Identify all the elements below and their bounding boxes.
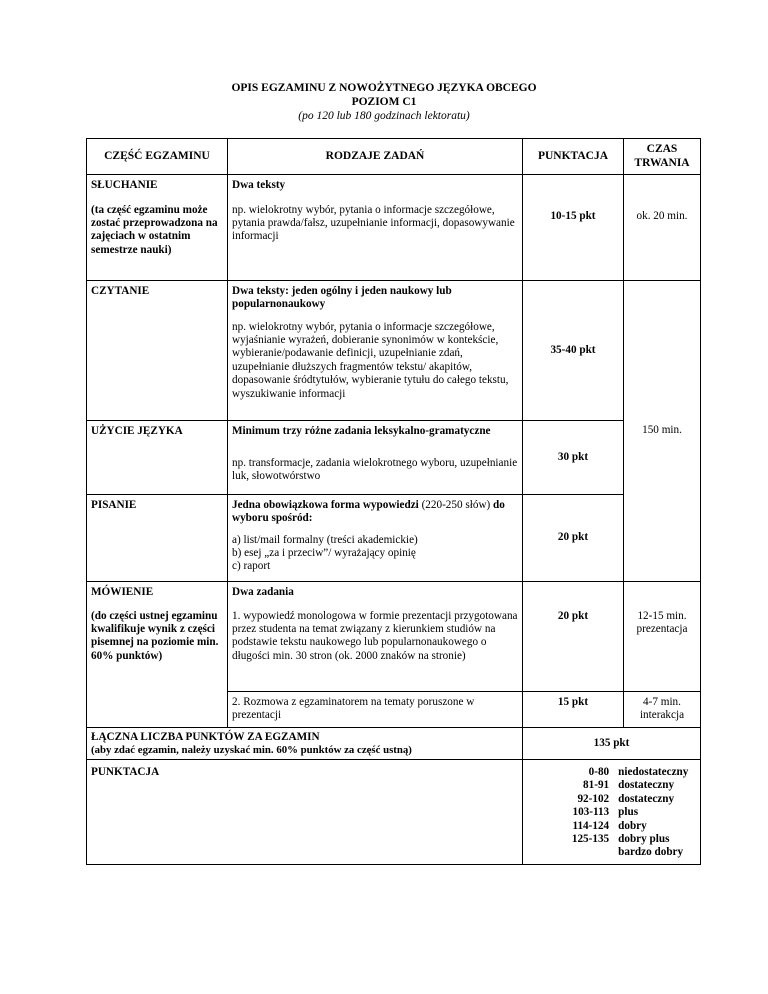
col-header-points: PUNKTACJA bbox=[523, 139, 624, 175]
points-czytanie: 35-40 pkt bbox=[523, 281, 624, 421]
section-desc-sluchanie: np. wielokrotny wybór, pytania o informacje szczegółowe, pytania prawda/fałsz, uzupełnianie informacji, dopasowywanie informacji bbox=[228, 204, 523, 281]
table-header-row bbox=[87, 139, 701, 175]
col-header-tasks: RODZAJE ZADAŃ bbox=[228, 139, 523, 175]
grading-ranges: 0-80 81-91 92-102 103-113 114-124 125-135 bbox=[571, 766, 610, 846]
section-note-sluchanie: (ta część egzaminu może zostać przeprowadzona na zajęciach w ostatnim semestrze nauki) bbox=[87, 204, 228, 281]
grading-grades: niedostateczny dostateczny dostateczny plus dobry dobry plus bardzo dobry bbox=[618, 766, 689, 859]
total-value: 135 pkt bbox=[523, 728, 701, 760]
col-header-time: CZAS TRWANIA bbox=[624, 139, 701, 175]
mowienie-task-2: 2. Rozmowa z egzaminatorem na tematy poruszone w prezentacji bbox=[228, 692, 523, 728]
table-row bbox=[87, 421, 701, 457]
points-mowienie-2: 15 pkt bbox=[523, 692, 624, 728]
section-heading-pisanie: Jedna obowiązkowa forma wypowiedzi (220-250 słów) do wyboru spośród: bbox=[228, 495, 523, 534]
table-row bbox=[87, 582, 701, 610]
table-row bbox=[87, 495, 701, 534]
time-sluchanie: ok. 20 min. bbox=[624, 204, 701, 281]
section-desc-czytanie: np. wielokrotny wybór, pytania o informacje szczegółowe, wyjaśnianie wyrażeń, dobieranie synonimów w kontekście, wybieranie/podawanie definicji, uzupełnianie zdań, uzupełnianie dłuższych fragmentów tekstu/ akapitów, dopasowanie śródtytułów, wybieranie tytułu do całego tekstu, wyszukiwanie informacji bbox=[228, 319, 523, 421]
points-pisanie: 20 pkt bbox=[523, 495, 624, 582]
document-title: OPIS EGZAMINU Z NOWOŻYTNEGO JĘZYKA OBCEGO bbox=[231, 82, 537, 94]
section-name-uzycie: UŻYCIE JĘZYKA bbox=[87, 421, 228, 495]
section-heading-uzycie: Minimum trzy różne zadania leksykalno-gramatyczne bbox=[228, 421, 523, 457]
table-row bbox=[87, 204, 701, 281]
section-name-czytanie: CZYTANIE bbox=[87, 281, 228, 421]
pisanie-options bbox=[228, 534, 523, 582]
col-header-part: CZĘŚĆ EGZAMINU bbox=[87, 139, 228, 175]
points-sluchanie: 10-15 pkt bbox=[523, 204, 624, 281]
total-row bbox=[87, 728, 701, 760]
list-item: a) list/mail formalny (treści akademickie) bbox=[232, 533, 418, 546]
total-label-cell bbox=[87, 728, 523, 760]
points-uzycie: 30 pkt bbox=[523, 421, 624, 495]
document-subtitle: (po 120 lub 180 godzinach lektoratu) bbox=[298, 110, 470, 122]
grading-label: PUNKTACJA bbox=[87, 760, 523, 865]
list-item: c) raport bbox=[232, 560, 271, 573]
section-name-pisanie: PISANIE bbox=[87, 495, 228, 534]
section-heading-sluchanie: Dwa teksty bbox=[228, 175, 523, 204]
time-mowienie-2: 4-7 min. interakcja bbox=[624, 692, 701, 728]
section-name-sluchanie: SŁUCHANIE bbox=[87, 175, 228, 204]
mowienie-task-1: 1. wypowiedź monologowa w formie prezentacji przygotowana przez studenta na temat związany z kierunkiem studiów na podstawie tekstu naukowego lub popularnonaukowego o długości min. 30 stron (ok. 2000 znaków na stronie) bbox=[228, 610, 523, 692]
table-row bbox=[87, 281, 701, 319]
table-row bbox=[87, 610, 701, 692]
list-item: b) esej „za i przeciw”/ wyrażający opinię bbox=[232, 546, 416, 559]
section-name-mowienie: MÓWIENIE bbox=[87, 582, 228, 610]
grading-row bbox=[87, 760, 701, 865]
grading-scale bbox=[523, 760, 701, 865]
table-row bbox=[87, 175, 701, 204]
total-note: (aby zdać egzamin, należy uzyskać min. 60% punktów za część ustną) bbox=[91, 744, 412, 757]
section-heading-mowienie: Dwa zadania bbox=[228, 582, 523, 610]
time-mowienie-1: 12-15 min. prezentacja bbox=[624, 610, 701, 692]
total-label: ŁĄCZNA LICZBA PUNKTÓW ZA EGZAMIN bbox=[91, 731, 320, 743]
section-heading-czytanie: Dwa teksty: jeden ogólny i jeden naukowy lub popularnonaukowy bbox=[228, 281, 523, 319]
section-note-mowienie: (do części ustnej egzaminu kwalifikuje wynik z części pisemnej na poziomie min. 60% punktów) bbox=[87, 610, 228, 728]
section-desc-uzycie: np. transformacje, zadania wielokrotnego wyboru, uzupełnianie luk, słowotwórstwo bbox=[228, 457, 523, 495]
points-mowienie-1: 20 pkt bbox=[523, 610, 624, 692]
time-shared: 150 min. bbox=[624, 281, 701, 582]
document-level: POZIOM C1 bbox=[351, 96, 417, 108]
exam-table bbox=[86, 138, 701, 865]
